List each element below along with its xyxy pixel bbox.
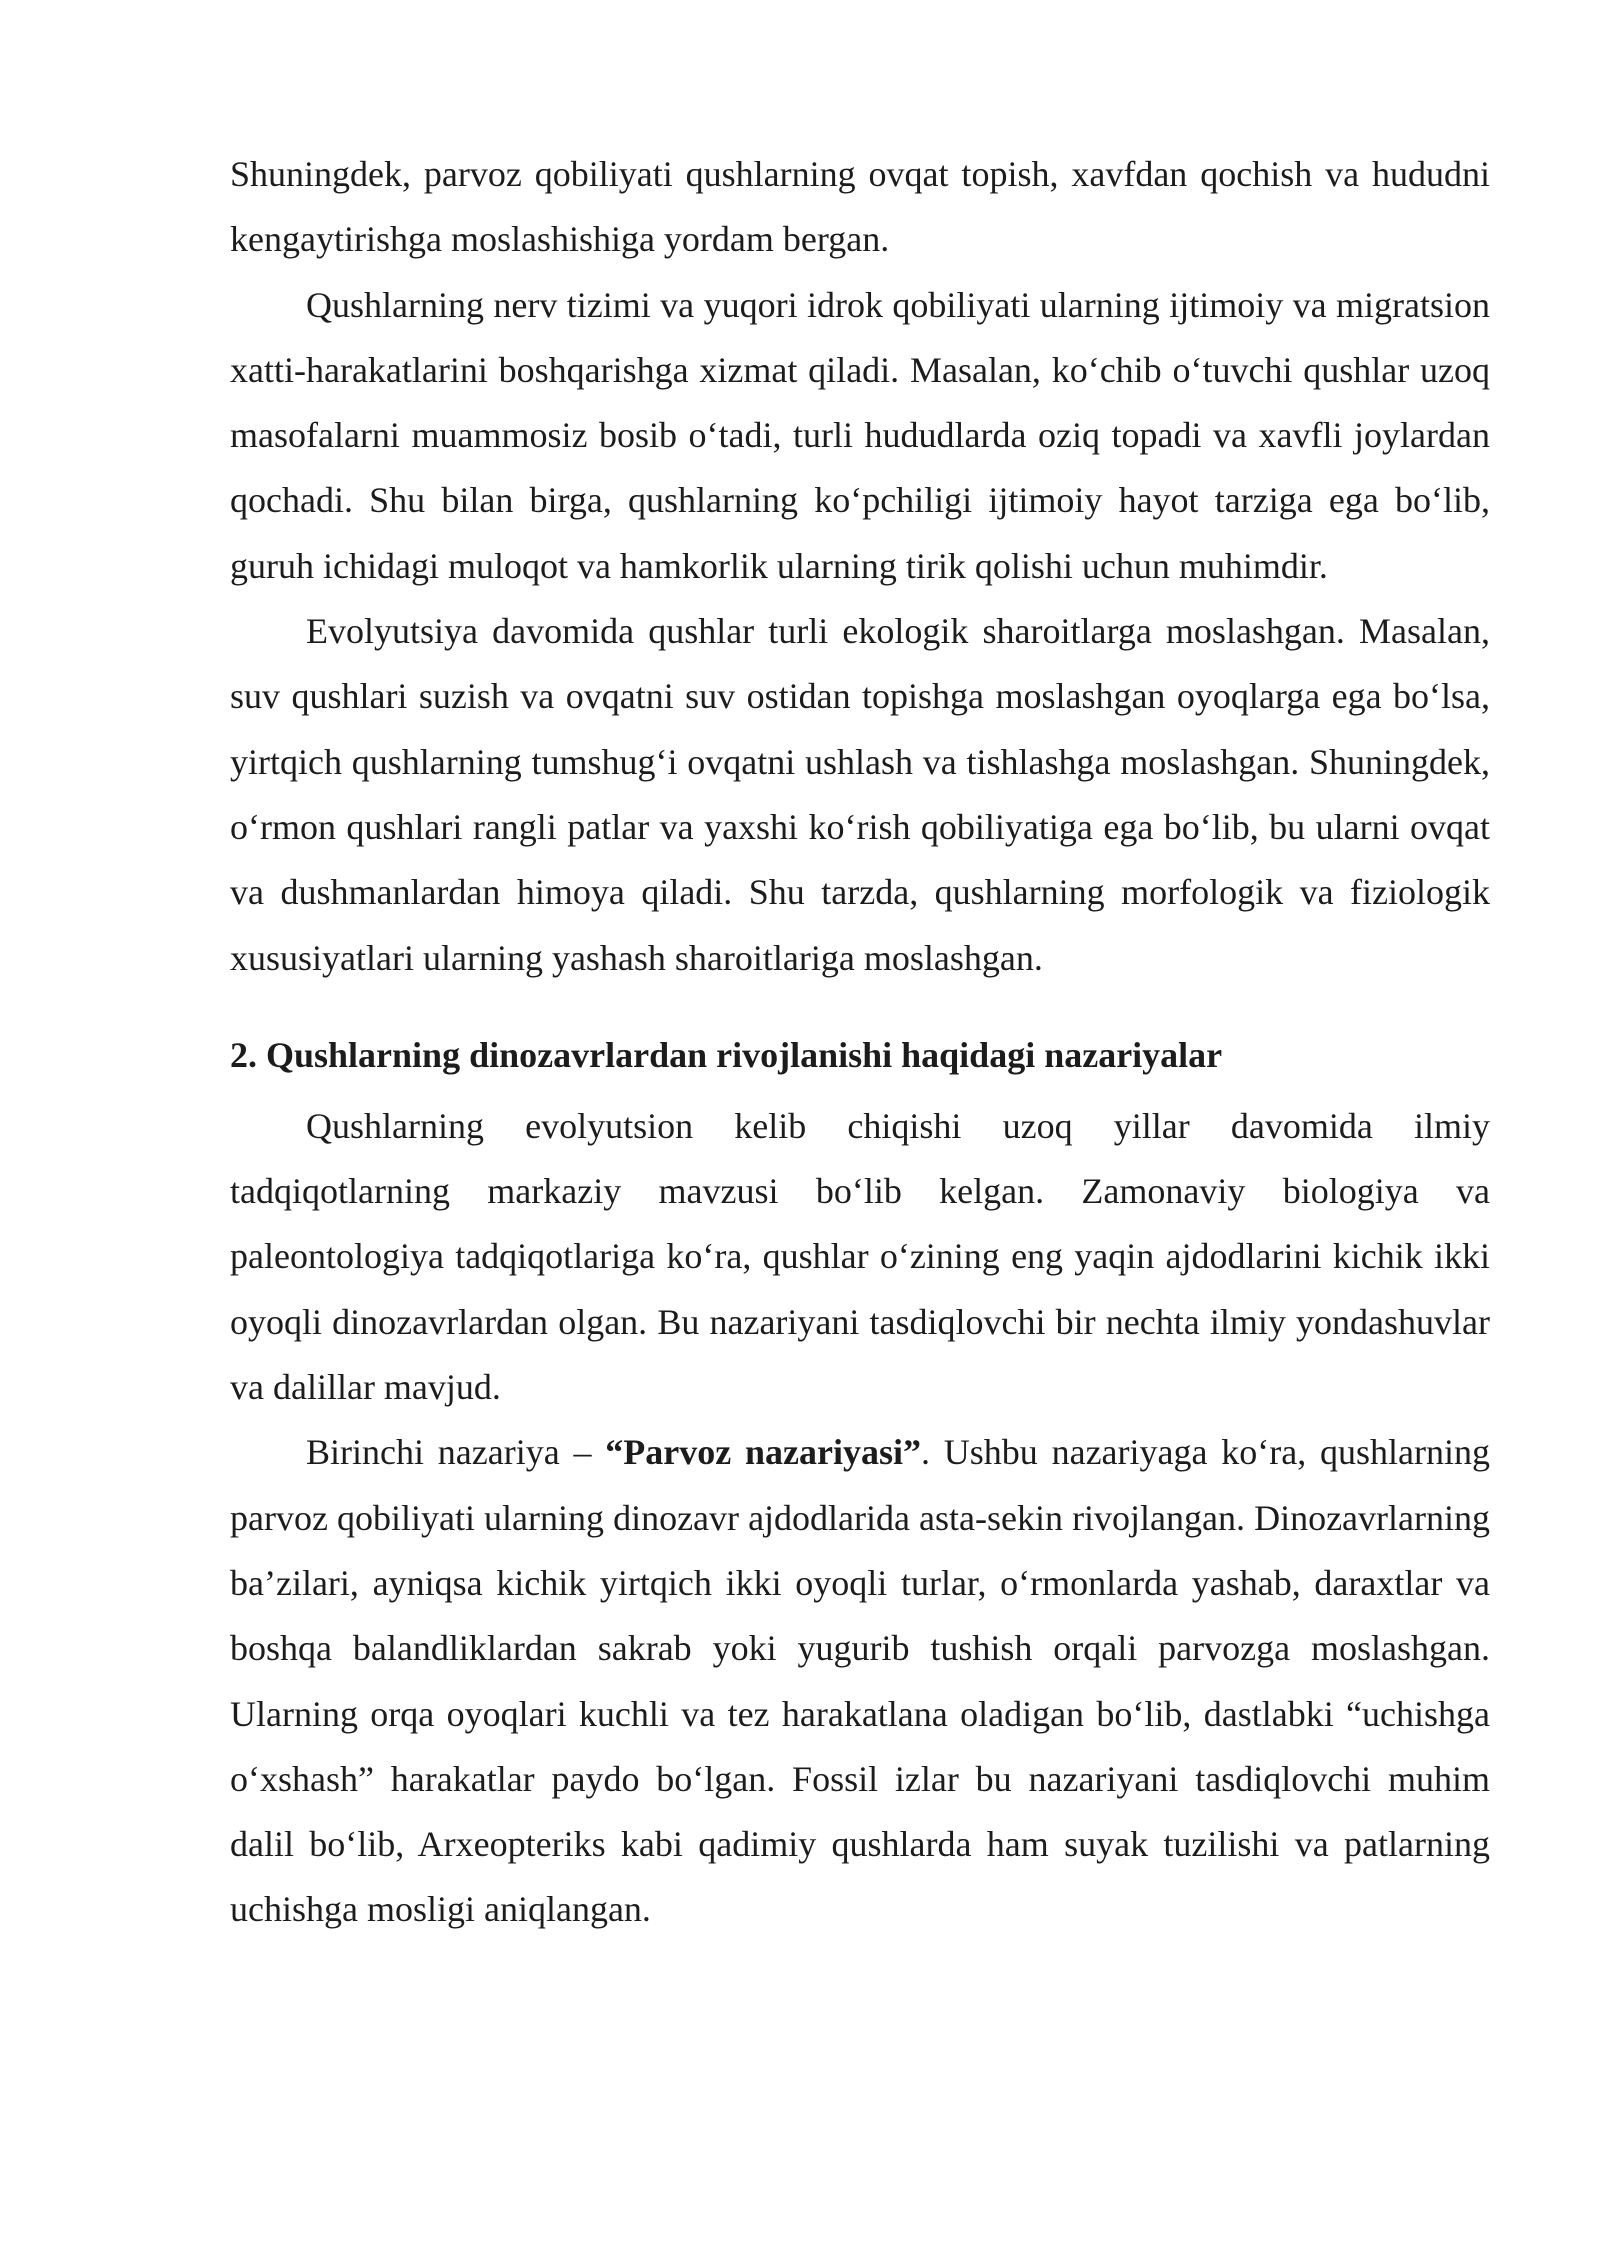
paragraph-nervous-system: Qushlarning nerv tizimi va yuqori idrok qobiliyati ularning ijtimoiy va migratsion xatti-harakatlarini boshqarishga xizmat qiladi. Masalan, ko‘chib o‘tuvchi qushlar uzoq masofalarni muammosiz bosib o‘tadi, turli hududlarda oziq topadi va xavfli joylardan qochadi. Shu bilan birga, qushlarning ko‘pchiligi ijtimoiy hayot tarziga ega bo‘lib, guruh ichidagi muloqot va hamkorlik ularning tirik qolishi uchun muhimdir. — [230, 284, 1490, 586]
flight-theory-body: . Ushbu nazariyaga ko‘ra, qushlarning parvoz qobiliyati ularning dinozavr ajdodlarida asta-sekin rivojlangan. Dinozavrlarning ba’zilari, ayniqsa kichik yirtqich ikki oyoqli turlar, o‘rmonlarda yashab, daraxtlar va boshqa balandliklardan sakrab yoki yugurib tushish orqali parvozga moslashgan. Ularning orqa oyoqlari kuchli va tez harakatlana oladigan bo‘lib, dastlabki “uchishga o‘xshash” harakatlar paydo bo‘lgan. Fossil izlar bu nazariyani tasdiqlovchi muhim dalil bo‘lib, Arxeopteriks kabi qadimiy qushlarda ham suyak tuzilishi va patlarning uchishga mosligi aniqlangan. — [230, 1432, 1490, 1930]
paragraph-ecological-adaptation: Evolyutsiya davomida qushlar turli ekologik sharoitlarga moslashgan. Masalan, suv qushlari suzish va ovqatni suv ostidan topishga moslashgan oyoqlarga ega bo‘lsa, yirtqich qushlarning tumshug‘i ovqatni ushlash va tishlashga moslashgan. Shuningdek, o‘rmon qushlari rangli patlar va yaxshi ko‘rish qobiliyatiga ega bo‘lib, bu ularni ovqat va dushmanlardan himoya qiladi. Shu tarzda, qushlarning morfologik va fiziologik xususiyatlari ularning yashash sharoitlariga moslashgan. — [230, 611, 1490, 978]
paragraph-continuation: Shuningdek, parvoz qobiliyati qushlarning ovqat topish, xavfdan qochish va hududni kengaytirishga moslashishiga yordam bergan. — [230, 154, 1490, 260]
paragraph-flight-theory — [230, 1420, 1490, 1942]
flight-theory-title: “Parvoz nazariyasi” — [605, 1432, 921, 1473]
document-body — [230, 142, 1490, 1943]
flight-theory-intro: Birinchi nazariya – — [306, 1432, 606, 1473]
paragraph-evolutionary-origin: Qushlarning evolyutsion kelib chiqishi uzoq yillar davomida ilmiy tadqiqotlarning markaziy mavzusi bo‘lib kelgan. Zamonaviy biologiya va paleontologiya tadqiqotlariga ko‘ra, qushlar o‘zining eng yaqin ajdodlarini kichik ikki oyoqli dinozavrlardan olgan. Bu nazariyani tasdiqlovchi bir nechta ilmiy yondashuvlar va dalillar mavjud. — [230, 1105, 1490, 1408]
section-heading: 2. Qushlarning dinozavrlardan rivojlanishi haqidagi nazariyalar — [230, 1034, 1223, 1075]
